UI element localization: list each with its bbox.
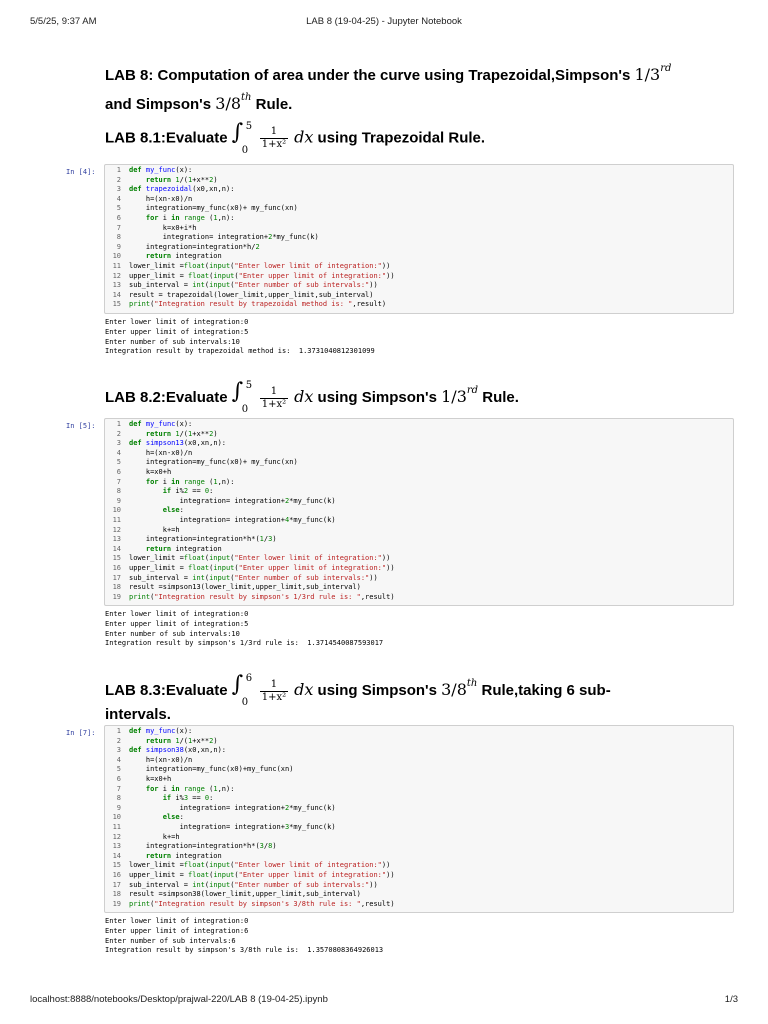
code-text: k=x0+i*h <box>162 223 197 232</box>
code-line <box>105 775 733 785</box>
print-title: LAB 8 (19-04-25) - Jupyter Notebook <box>306 16 462 27</box>
line-number: 14 <box>112 290 121 299</box>
heading-prefix: LAB 8.2:Evaluate <box>105 389 232 406</box>
code-cell-5 <box>62 418 732 606</box>
code-line <box>105 497 733 507</box>
code-line <box>105 478 733 488</box>
heading-fraction: 1/3 <box>441 387 467 406</box>
code-line <box>105 185 733 195</box>
code-text: integration=my_func(x0)+my_func(xn) <box>145 765 294 774</box>
line-number: 17 <box>112 880 121 889</box>
code-text: for i in range (1,n): <box>145 477 235 486</box>
line-number: 17 <box>112 573 121 582</box>
code-text: else: <box>162 506 184 515</box>
code-line <box>105 545 733 555</box>
print-footer <box>0 994 768 1010</box>
integrand-fraction: $\frac{1}{\text{1+x²}}$ <box>261 126 287 150</box>
cell-output-7 <box>105 917 705 956</box>
line-number: 7 <box>116 223 121 232</box>
code-text: lower_limit =float(input("Enter lower limit of integration:")) <box>129 861 391 870</box>
code-text: h=(xn-x0)/n <box>145 448 193 457</box>
code-line <box>105 881 733 891</box>
line-number: 11 <box>112 822 121 831</box>
output-line: Integration result by simpson's 1/3rd rule is: 1.3714540087593017 <box>105 639 384 648</box>
code-text: sub_interval = int(input("Enter number of sub intervals:")) <box>129 281 378 290</box>
line-number: 1 <box>116 420 121 428</box>
code-line <box>105 272 733 282</box>
line-number: 10 <box>112 813 121 822</box>
code-line <box>105 166 733 176</box>
differential: dx <box>294 387 314 406</box>
line-number: 18 <box>112 583 121 592</box>
line-number: 5 <box>116 204 121 213</box>
line-number: 18 <box>112 890 121 899</box>
code-text: if i%3 == 0: <box>162 794 214 803</box>
code-text: def my_func(x): <box>129 420 193 428</box>
code-line <box>105 516 733 526</box>
code-text: k=x0+h <box>145 467 172 476</box>
differential: dx <box>294 127 314 147</box>
code-text: print("Integration result by simpson's 1/3rd rule is: ",result) <box>129 592 395 601</box>
code-text: upper_limit = float(input("Enter upper limit of integration:")) <box>129 870 395 879</box>
line-number: 14 <box>112 544 121 553</box>
print-url: localhost:8888/notebooks/Desktop/prajwal-220/LAB 8 (19-04-25).ipynb <box>30 994 328 1005</box>
title-text-3: Rule. <box>251 96 293 113</box>
integrand-fraction: $\frac{1}{\text{1+x²}}$ <box>261 385 287 410</box>
cell-prompt: In [7]: <box>66 729 96 737</box>
code-line <box>105 813 733 823</box>
code-line <box>105 535 733 545</box>
code-text: for i in range (1,n): <box>145 784 235 793</box>
line-number: 4 <box>116 448 121 457</box>
output-line: Enter number of sub intervals:10 <box>105 629 240 638</box>
code-cell-7 <box>62 725 732 913</box>
code-line <box>105 727 733 737</box>
code-line <box>105 785 733 795</box>
line-number: 2 <box>116 175 121 184</box>
code-line <box>105 526 733 536</box>
heading-prefix: LAB 8.3:Evaluate <box>105 682 232 699</box>
code-line <box>105 794 733 804</box>
code-text: upper_limit = float(input("Enter upper limit of integration:")) <box>129 563 395 572</box>
code-text: print("Integration result by simpson's 3/8th rule is: ",result) <box>129 899 395 908</box>
code-cell-4 <box>62 164 732 314</box>
print-page-number: 1/3 <box>724 994 738 1005</box>
code-line <box>105 583 733 593</box>
code-line <box>105 852 733 862</box>
code-text: integration= integration+2*my_func(k) <box>179 496 336 505</box>
code-line <box>105 574 733 584</box>
line-number: 2 <box>116 429 121 438</box>
code-line <box>105 300 733 310</box>
output-line: Enter number of sub intervals:6 <box>105 936 236 945</box>
code-text: if i%2 == 0: <box>162 487 214 496</box>
line-number: 8 <box>116 794 121 803</box>
line-number: 15 <box>112 554 121 563</box>
line-number: 16 <box>112 870 121 879</box>
code-text: k+=h <box>162 525 180 534</box>
code-text: def trapezoidal(x0,xn,n): <box>129 185 235 194</box>
output-line: Enter upper limit of integration:5 <box>105 327 249 336</box>
heading-mid: using Simpson's <box>313 389 442 406</box>
line-number: 9 <box>116 242 121 251</box>
code-text: return integration <box>145 252 222 261</box>
code-line <box>105 593 733 603</box>
code-text: def simpson13(x0,xn,n): <box>129 439 226 448</box>
line-number: 3 <box>116 439 121 448</box>
line-number: 3 <box>116 746 121 755</box>
code-line <box>105 204 733 214</box>
code-line <box>105 420 733 430</box>
line-number: 2 <box>116 736 121 745</box>
code-line <box>105 861 733 871</box>
code-text: for i in range (1,n): <box>145 213 235 222</box>
section-heading-8-2 <box>105 379 725 416</box>
line-number: 9 <box>116 496 121 505</box>
code-line <box>105 737 733 747</box>
heading-mid: using Simpson's <box>313 682 442 699</box>
line-number: 5 <box>116 458 121 467</box>
line-number: 15 <box>112 300 121 309</box>
heading-superscript: th <box>466 678 478 689</box>
code-text: sub_interval = int(input("Enter number of sub intervals:")) <box>129 573 378 582</box>
line-number: 14 <box>112 851 121 860</box>
cell-output-5 <box>105 610 705 649</box>
code-line <box>105 195 733 205</box>
line-number: 9 <box>116 803 121 812</box>
line-number: 13 <box>112 842 121 851</box>
line-number: 10 <box>112 506 121 515</box>
line-number: 8 <box>116 487 121 496</box>
output-line: Enter lower limit of integration:0 <box>105 318 249 326</box>
heading-suffix: Rule,taking 6 sub- <box>477 682 611 699</box>
line-number: 13 <box>112 535 121 544</box>
integral-symbol: ∫ 5 0 <box>231 119 253 156</box>
heading-fraction: 3/8 <box>441 680 467 699</box>
line-number: 19 <box>112 592 121 601</box>
code-line <box>105 176 733 186</box>
code-text: integration=my_func(x0)+ my_func(xn) <box>145 204 298 213</box>
section-heading-8-1 <box>105 119 725 156</box>
title-superscript-2: th <box>241 92 252 103</box>
code-text: sub_interval = int(input("Enter number of sub intervals:")) <box>129 880 378 889</box>
code-line <box>105 243 733 253</box>
line-number: 6 <box>116 774 121 783</box>
output-line: Enter lower limit of integration:0 <box>105 917 249 925</box>
line-number: 6 <box>116 213 121 222</box>
output-line: Enter upper limit of integration:5 <box>105 619 249 628</box>
code-line <box>105 252 733 262</box>
code-line <box>105 823 733 833</box>
code-text: integration= integration+4*my_func(k) <box>179 515 336 524</box>
line-number: 16 <box>112 563 121 572</box>
code-text: integration=integration*h/2 <box>145 242 260 251</box>
code-text: k+=h <box>162 832 180 841</box>
code-line <box>105 439 733 449</box>
code-line <box>105 458 733 468</box>
line-number: 12 <box>112 832 121 841</box>
line-number: 12 <box>112 525 121 534</box>
code-line <box>105 900 733 910</box>
heading-line-2: intervals. <box>105 705 171 723</box>
line-number: 13 <box>112 281 121 290</box>
line-number: 5 <box>116 765 121 774</box>
line-number: 10 <box>112 252 121 261</box>
line-number: 1 <box>116 727 121 735</box>
code-editor[interactable] <box>104 164 734 314</box>
code-text: upper_limit = float(input("Enter upper limit of integration:")) <box>129 271 395 280</box>
code-text: lower_limit =float(input("Enter lower limit of integration:")) <box>129 554 391 563</box>
title-superscript-1: rd <box>660 63 672 74</box>
integral-symbol: ∫ 6 0 <box>231 672 253 709</box>
code-text: def my_func(x): <box>129 727 193 735</box>
code-text: return 1/(1+x**2) <box>145 429 218 438</box>
code-text: integration=integration*h*(1/3) <box>145 535 277 544</box>
output-line: Enter lower limit of integration:0 <box>105 610 249 618</box>
code-text: result = trapezoidal(lower_limit,upper_limit,sub_interval) <box>129 290 374 299</box>
code-line <box>105 430 733 440</box>
output-line: Enter number of sub intervals:10 <box>105 337 240 346</box>
code-line <box>105 804 733 814</box>
code-text: return 1/(1+x**2) <box>145 175 218 184</box>
code-line <box>105 281 733 291</box>
code-text: integration= integration+3*my_func(k) <box>179 822 336 831</box>
code-editor[interactable] <box>104 418 734 606</box>
code-text: result =simpson13(lower_limit,upper_limit,sub_interval) <box>129 583 361 592</box>
code-text: else: <box>162 813 184 822</box>
title-text-1: LAB 8: Computation of area under the curve using Trapezoidal,Simpson's <box>105 67 635 84</box>
code-line <box>105 224 733 234</box>
code-text: return integration <box>145 851 222 860</box>
code-line <box>105 564 733 574</box>
section-heading-8-3 <box>105 673 725 726</box>
code-text: integration=integration*h*(3/8) <box>145 842 277 851</box>
code-text: def my_func(x): <box>129 166 193 174</box>
code-line <box>105 833 733 843</box>
code-text: lower_limit =float(input("Enter lower limit of integration:")) <box>129 261 391 270</box>
line-number: 6 <box>116 467 121 476</box>
code-line <box>105 842 733 852</box>
line-number: 1 <box>116 166 121 174</box>
line-number: 7 <box>116 784 121 793</box>
code-line <box>105 554 733 564</box>
heading-suffix: using Trapezoidal Rule. <box>313 129 486 147</box>
code-line <box>105 233 733 243</box>
cell-prompt: In [5]: <box>66 422 96 430</box>
code-text: def simpson38(x0,xn,n): <box>129 746 226 755</box>
code-text: integration= integration+2*my_func(k) <box>162 233 319 242</box>
cell-prompt: In [4]: <box>66 168 96 176</box>
code-line <box>105 765 733 775</box>
code-text: integration=my_func(x0)+ my_func(xn) <box>145 458 298 467</box>
page-title <box>105 58 725 116</box>
code-text: return integration <box>145 544 222 553</box>
output-line: Integration result by simpson's 3/8th rule is: 1.3570808364926013 <box>105 946 384 955</box>
code-text: result =simpson38(lower_limit,upper_limit,sub_interval) <box>129 890 361 899</box>
code-line <box>105 487 733 497</box>
code-line <box>105 871 733 881</box>
title-text-2: and Simpson's <box>105 96 216 113</box>
code-line <box>105 890 733 900</box>
code-line <box>105 756 733 766</box>
code-line <box>105 262 733 272</box>
output-line: Integration result by trapezoidal method is: 1.3731040812301099 <box>105 347 375 356</box>
code-editor[interactable] <box>104 725 734 913</box>
line-number: 7 <box>116 477 121 486</box>
heading-superscript: rd <box>466 385 479 396</box>
code-line <box>105 214 733 224</box>
line-number: 4 <box>116 755 121 764</box>
line-number: 3 <box>116 185 121 194</box>
output-line: Enter upper limit of integration:6 <box>105 926 249 935</box>
heading-suffix: Rule. <box>478 389 519 406</box>
code-text: h=(xn-x0)/n <box>145 755 193 764</box>
cell-output-4 <box>105 318 705 357</box>
print-datetime: 5/5/25, 9:37 AM <box>30 16 97 27</box>
line-number: 12 <box>112 271 121 280</box>
code-text: return 1/(1+x**2) <box>145 736 218 745</box>
code-text: k=x0+h <box>145 774 172 783</box>
code-line <box>105 449 733 459</box>
print-header <box>0 16 768 32</box>
integral-symbol: ∫ 5 0 <box>231 379 253 416</box>
differential: dx <box>294 680 314 699</box>
title-fraction-1: 1/3 <box>634 65 661 84</box>
line-number: 8 <box>116 233 121 242</box>
code-line <box>105 291 733 301</box>
code-line <box>105 746 733 756</box>
line-number: 11 <box>112 515 121 524</box>
code-text: integration= integration+2*my_func(k) <box>179 803 336 812</box>
line-number: 4 <box>116 194 121 203</box>
code-text: h=(xn-x0)/n <box>145 194 193 203</box>
integrand-fraction: $\frac{1}{\text{1+x²}}$ <box>261 678 287 703</box>
code-line <box>105 506 733 516</box>
heading-prefix: LAB 8.1:Evaluate <box>105 129 232 147</box>
code-line <box>105 468 733 478</box>
line-number: 11 <box>112 261 121 270</box>
title-fraction-2: 3/8 <box>215 94 242 113</box>
line-number: 19 <box>112 899 121 908</box>
line-number: 15 <box>112 861 121 870</box>
code-text: print("Integration result by trapezoidal method is: ",result) <box>129 300 387 309</box>
